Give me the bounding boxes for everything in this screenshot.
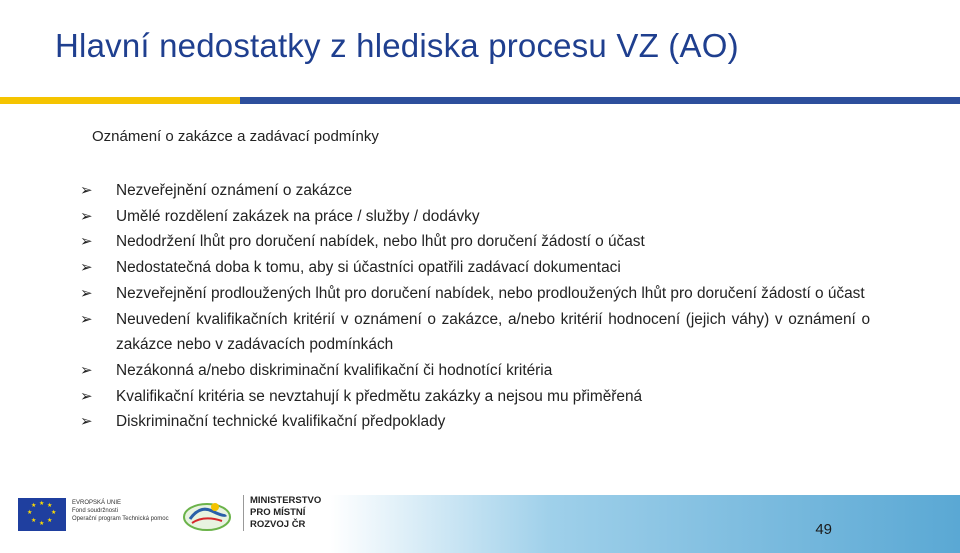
arrow-bullet-icon: ➢ (80, 259, 93, 277)
list-item: ➢ Kvalifikační kritéria se nevztahují k předmětu zakázky a nejsou mu přiměřená (80, 384, 870, 410)
arrow-bullet-icon: ➢ (80, 284, 93, 302)
list-item: ➢ Nedodržení lhůt pro doručení nabídek, nebo lhůt pro doručení žádostí o účast (80, 229, 870, 255)
eu-flag-icon: ★ ★ ★ ★ ★ ★ ★ ★ (18, 498, 66, 531)
eu-logo-text: EVROPSKÁ UNIE Fond soudržnosti Operační program Technická pomoc (72, 500, 169, 522)
list-item: ➢ Umělé rozdělení zakázek na práce / služby / dodávky (80, 204, 870, 230)
ministry-logo-icon (182, 497, 232, 533)
arrow-bullet-icon: ➢ (80, 207, 93, 225)
arrow-bullet-icon: ➢ (80, 310, 93, 328)
footer-decorative-band (330, 495, 960, 553)
list-item: ➢ Nezveřejnění oznámení o zakázce (80, 178, 870, 204)
arrow-bullet-icon: ➢ (80, 233, 93, 251)
list-item: ➢ Neuvedení kvalifikačních kritérií v oznámení o zakázce, a/nebo kritérií hodnocení (jejich váhy) v oznámení o zakázce nebo v zadávacích podmínkách (80, 307, 870, 358)
slide-subtitle: Oznámení o zakázce a zadávací podmínky (92, 128, 379, 145)
list-item: ➢ Nezveřejnění prodloužených lhůt pro doručení nabídek, nebo prodloužených lhůt pro doručení žádostí o účast (80, 281, 870, 307)
list-item: ➢ Nezákonná a/nebo diskriminační kvalifikační či hodnotící kritéria (80, 358, 870, 384)
slide-title: Hlavní nedostatky z hlediska procesu VZ (AO) (55, 27, 739, 64)
footer (0, 483, 960, 553)
arrow-bullet-icon: ➢ (80, 387, 93, 405)
ministry-logo-text: MINISTERSTVO PRO MÍSTNÍ ROZVOJ ČR (243, 495, 321, 531)
arrow-bullet-icon: ➢ (80, 413, 93, 431)
arrow-bullet-icon: ➢ (80, 182, 93, 199)
list-item: ➢ Nedostatečná doba k tomu, aby si účastníci opatřili zadávací dokumentaci (80, 255, 870, 281)
bullet-list (80, 178, 870, 435)
page-number: 49 (815, 521, 832, 538)
title-underline-bar (0, 97, 960, 104)
arrow-bullet-icon: ➢ (80, 361, 93, 379)
list-item: ➢ Diskriminační technické kvalifikační předpoklady (80, 409, 870, 435)
